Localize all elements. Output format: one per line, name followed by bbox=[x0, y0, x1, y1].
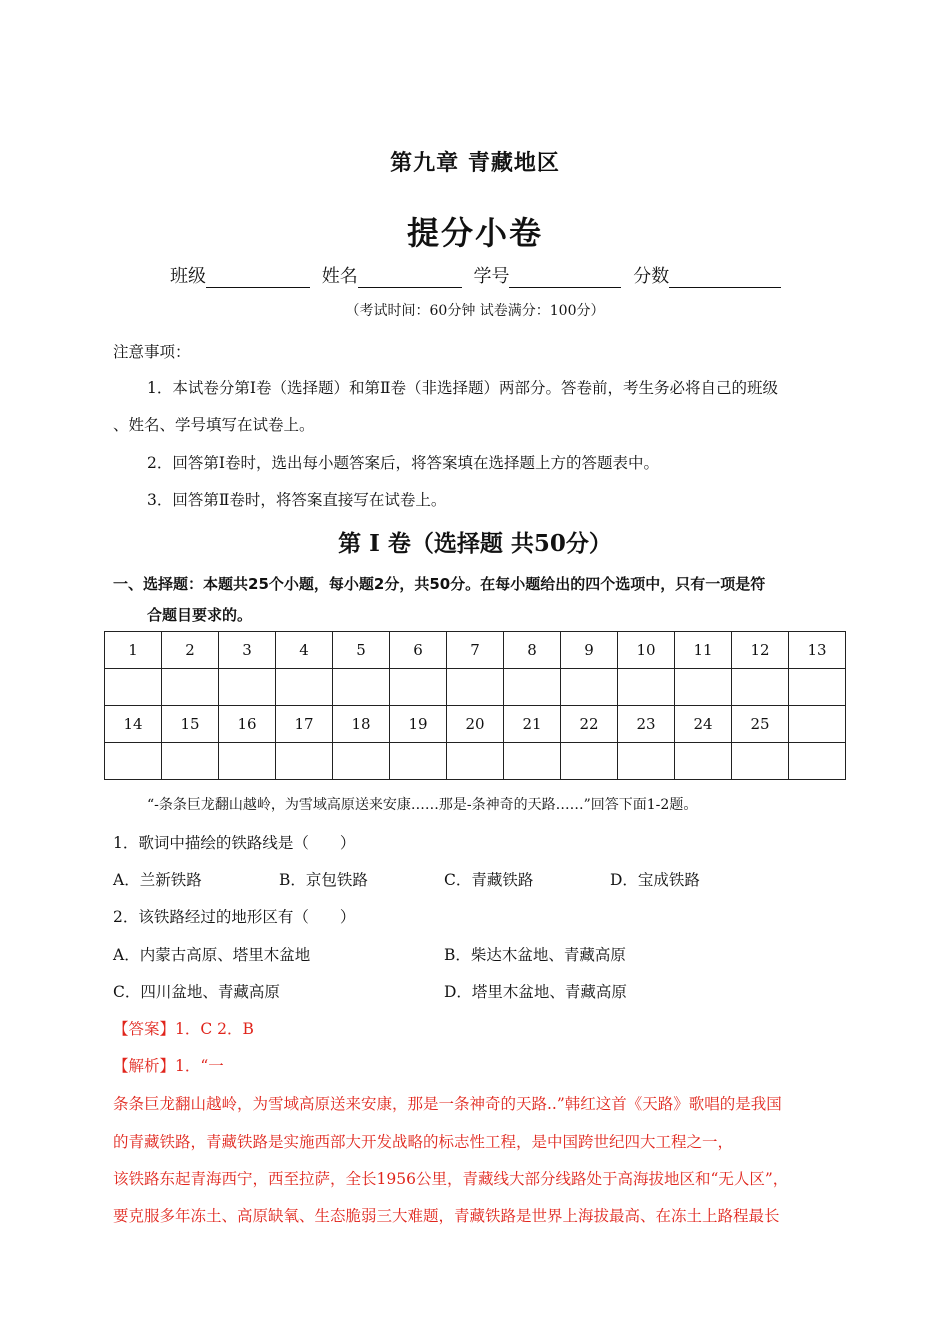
exam-info: （考试时间：60分钟 试卷满分：100分） bbox=[345, 303, 605, 319]
answer-cell[interactable] bbox=[162, 743, 219, 780]
analysis-label: 【解析】 bbox=[113, 1057, 176, 1075]
question-number-cell: 7 bbox=[447, 632, 504, 669]
table-row bbox=[105, 743, 846, 780]
answer-cell[interactable] bbox=[219, 743, 276, 780]
answer-cell[interactable] bbox=[789, 743, 846, 780]
note-item-1-cont: 、姓名、学号填写在试卷上。 bbox=[113, 416, 315, 434]
analysis-text-line-1: 条条巨龙翻山越岭，为雪域高原送来安康，那是一条神奇的天路..”韩红这首《天路》歌唱的是我国 bbox=[113, 1095, 782, 1113]
question-number-cell: 5 bbox=[333, 632, 390, 669]
question-2-option-a[interactable]: A．内蒙古高原、塔里木盆地 bbox=[113, 946, 311, 964]
question-number-cell: 12 bbox=[732, 632, 789, 669]
answer-cell[interactable] bbox=[561, 669, 618, 706]
name-blank[interactable] bbox=[358, 269, 462, 288]
answer-text: 1．C 2．B bbox=[175, 1020, 254, 1038]
answer-cell[interactable] bbox=[732, 669, 789, 706]
question-1-option-d[interactable]: D．宝成铁路 bbox=[610, 871, 700, 889]
question-number-cell: 13 bbox=[789, 632, 846, 669]
student-info-fields bbox=[170, 262, 787, 288]
answer-cell[interactable] bbox=[390, 669, 447, 706]
answer-cell[interactable] bbox=[447, 669, 504, 706]
note-item-3: 3．回答第Ⅱ卷时，将答案直接写在试卷上。 bbox=[147, 491, 447, 509]
question-1-option-b[interactable]: B．京包铁路 bbox=[279, 871, 368, 889]
notes-heading: 注意事项： bbox=[113, 343, 191, 361]
question-2-option-b[interactable]: B．柴达木盆地、青藏高原 bbox=[444, 946, 626, 964]
question-number-cell: 2 bbox=[162, 632, 219, 669]
answer-cell[interactable] bbox=[447, 743, 504, 780]
score-blank[interactable] bbox=[669, 269, 781, 288]
question-number-cell: 20 bbox=[447, 706, 504, 743]
section-instruction: 一、选择题：本题共25个小题，每小题2分，共50分。在每小题给出的四个选项中，只有一项是符 bbox=[113, 575, 766, 593]
answer-cell[interactable] bbox=[504, 743, 561, 780]
question-number-cell: 3 bbox=[219, 632, 276, 669]
answer-cell[interactable] bbox=[219, 669, 276, 706]
section-title: 第 I 卷（选择题 共50分） bbox=[338, 530, 612, 557]
table-row bbox=[105, 632, 846, 669]
question-number-cell: 16 bbox=[219, 706, 276, 743]
class-label: 班级 bbox=[170, 266, 206, 287]
answer-cell[interactable] bbox=[276, 669, 333, 706]
score-label: 分数 bbox=[633, 266, 670, 287]
answer-cell[interactable] bbox=[390, 743, 447, 780]
answer-line bbox=[113, 1017, 254, 1039]
answer-cell[interactable] bbox=[732, 743, 789, 780]
table-row bbox=[105, 706, 846, 743]
answer-cell[interactable] bbox=[105, 743, 162, 780]
question-2-option-c[interactable]: C．四川盆地、青藏高原 bbox=[113, 983, 280, 1001]
answer-cell[interactable] bbox=[618, 669, 675, 706]
passage-text: “-条条巨龙翻山越岭，为雪域高原送来安康……那是-条神奇的天路……”回答下面1-2题。 bbox=[147, 797, 698, 813]
question-1-option-a[interactable]: A．兰新铁路 bbox=[113, 871, 202, 889]
analysis-text-line-4: 要克服多年冻土、高原缺氧、生态脆弱三大难题，青藏铁路是世界上海拔最高、在冻土上路程最长 bbox=[113, 1207, 780, 1225]
chapter-title: 第九章 青藏地区 bbox=[390, 151, 560, 176]
question-number-cell: 25 bbox=[732, 706, 789, 743]
student-id-label: 学号 bbox=[473, 266, 510, 287]
question-number-cell: 24 bbox=[675, 706, 732, 743]
question-number-cell: 4 bbox=[276, 632, 333, 669]
answer-cell[interactable] bbox=[789, 669, 846, 706]
answer-table bbox=[104, 631, 846, 780]
question-number-cell: 17 bbox=[276, 706, 333, 743]
question-number-cell: 21 bbox=[504, 706, 561, 743]
question-number-cell: 15 bbox=[162, 706, 219, 743]
question-number-cell: 18 bbox=[333, 706, 390, 743]
question-number-cell: 6 bbox=[390, 632, 447, 669]
question-number-cell: 22 bbox=[561, 706, 618, 743]
question-number-cell: 23 bbox=[618, 706, 675, 743]
answer-cell[interactable] bbox=[105, 669, 162, 706]
question-number-cell: 8 bbox=[504, 632, 561, 669]
note-item-2: 2．回答第Ⅰ卷时，选出每小题答案后，将答案填在选择题上方的答题表中。 bbox=[147, 454, 659, 472]
question-number-cell: 1 bbox=[105, 632, 162, 669]
table-row bbox=[105, 669, 846, 706]
answer-cell[interactable] bbox=[675, 669, 732, 706]
question-number-cell: 11 bbox=[675, 632, 732, 669]
analysis-line bbox=[113, 1054, 224, 1076]
question-1-stem: 1．歌词中描绘的铁路线是（ ） bbox=[113, 834, 356, 852]
analysis-text-line-2: 的青藏铁路，青藏铁路是实施西部大开发战略的标志性工程，是中国跨世纪四大工程之一， bbox=[113, 1133, 734, 1151]
answer-cell[interactable] bbox=[504, 669, 561, 706]
note-item-1: 1．本试卷分第Ⅰ卷（选择题）和第Ⅱ卷（非选择题）两部分。答卷前，考生务必将自己的班级 bbox=[147, 379, 779, 397]
paper-subtitle: 提分小卷 bbox=[406, 214, 543, 252]
question-number-cell: 9 bbox=[561, 632, 618, 669]
answer-cell[interactable] bbox=[675, 743, 732, 780]
question-number-cell: 19 bbox=[390, 706, 447, 743]
answer-cell[interactable] bbox=[333, 743, 390, 780]
question-2-option-d[interactable]: D．塔里木盆地、青藏高原 bbox=[444, 983, 627, 1001]
answer-cell[interactable] bbox=[162, 669, 219, 706]
answer-label: 【答案】 bbox=[113, 1020, 176, 1038]
name-label: 姓名 bbox=[321, 266, 358, 287]
analysis-text-line-3: 该铁路东起青海西宁，西至拉萨，全长1956公里，青藏线大部分线路处于高海拔地区和“无人区”， bbox=[113, 1170, 789, 1188]
answer-cell[interactable] bbox=[618, 743, 675, 780]
question-number-cell: 10 bbox=[618, 632, 675, 669]
question-1-option-c[interactable]: C．青藏铁路 bbox=[444, 871, 534, 889]
question-2-stem: 2．该铁路经过的地形区有（ ） bbox=[113, 908, 356, 926]
answer-cell[interactable] bbox=[561, 743, 618, 780]
analysis-first: 1．“一 bbox=[175, 1057, 224, 1075]
student-id-blank[interactable] bbox=[509, 269, 621, 288]
class-blank[interactable] bbox=[206, 269, 310, 288]
question-number-cell bbox=[789, 706, 846, 743]
answer-cell[interactable] bbox=[276, 743, 333, 780]
question-number-cell: 14 bbox=[105, 706, 162, 743]
section-instruction-cont: 合题目要求的。 bbox=[147, 606, 253, 624]
answer-cell[interactable] bbox=[333, 669, 390, 706]
